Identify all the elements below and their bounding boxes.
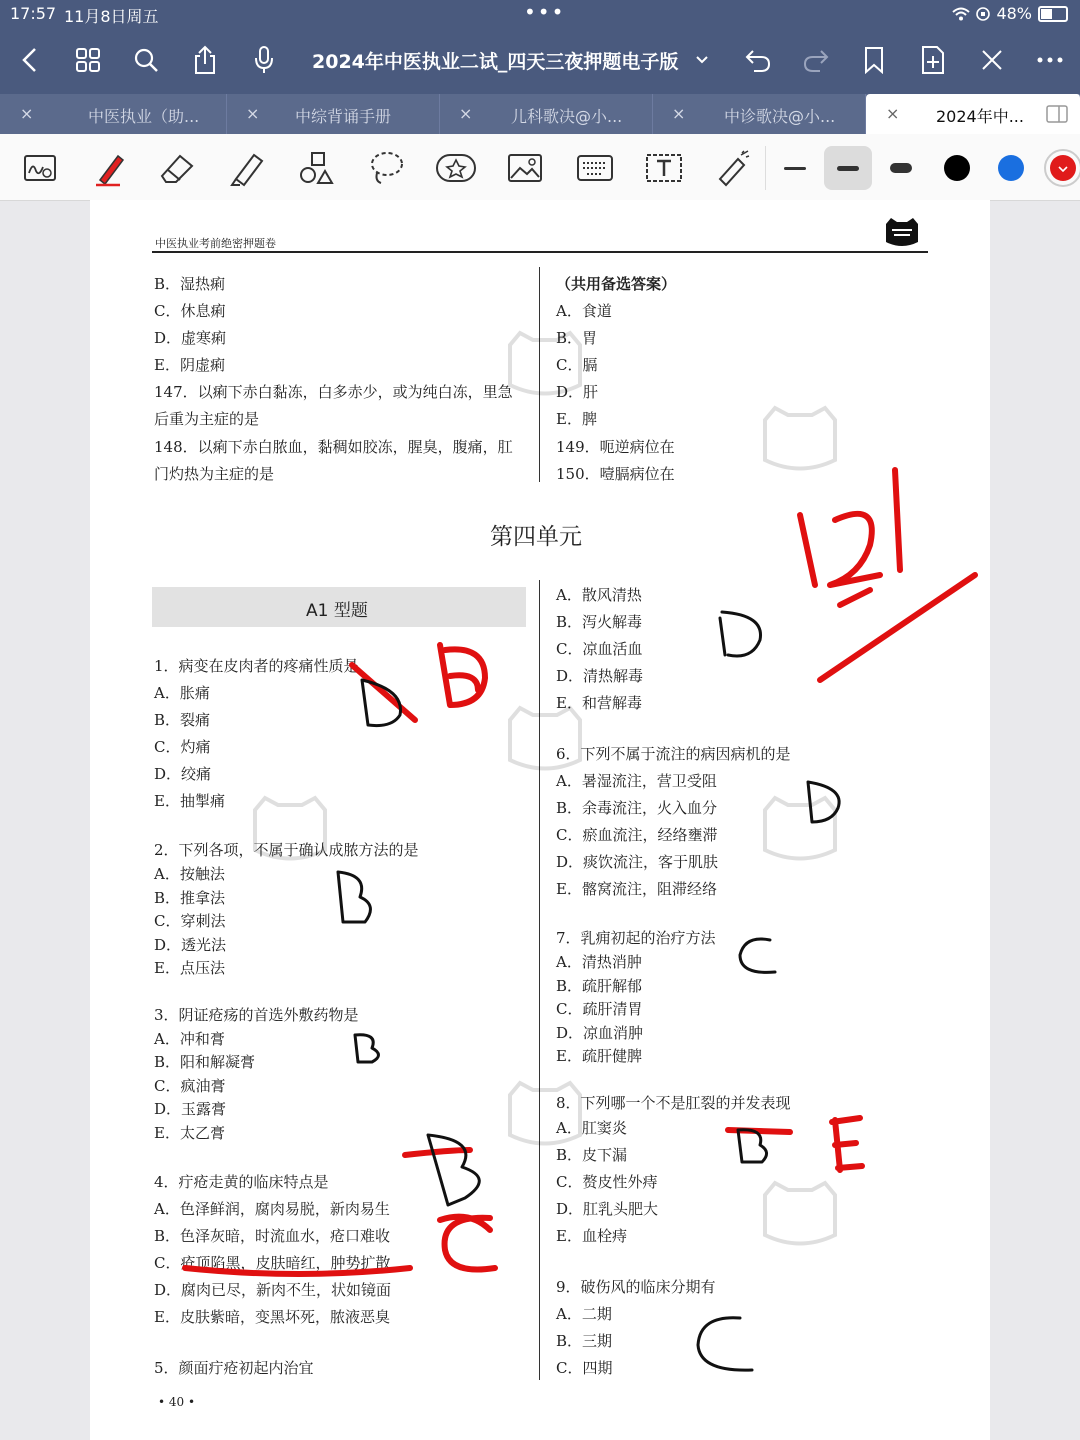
- color-swatch-blue[interactable]: [989, 146, 1033, 190]
- option-text: A．暑湿流注，营卫受阻: [556, 772, 717, 790]
- option-text: C．疯油膏: [154, 1077, 226, 1095]
- header-rule: [152, 251, 928, 253]
- question-text: 2．下列各项，不属于确认成脓方法的是: [154, 841, 419, 859]
- option-text: D．肛乳头肥大: [556, 1200, 659, 1218]
- question-text: 5．颜面疔疮初起内治宜: [154, 1359, 314, 1377]
- share-icon[interactable]: [187, 42, 223, 78]
- column-divider: [539, 580, 540, 1380]
- bookmark-icon[interactable]: [856, 42, 892, 78]
- eraser-icon[interactable]: [156, 146, 200, 190]
- annotation-toolbar: [0, 134, 1080, 201]
- option-text: C．瘀血流注，经络壅滞: [556, 826, 718, 844]
- lasso-icon[interactable]: [364, 146, 408, 190]
- stroke-thin-option[interactable]: [773, 146, 817, 190]
- question-text: 148．以痢下赤白脓血，黏稠如胶冻，腥臭，腹痛，肛: [154, 438, 513, 456]
- battery-percent: 48%: [996, 4, 1032, 23]
- option-text: A．散风清热: [556, 586, 642, 604]
- close-icon[interactable]: ×: [20, 104, 34, 123]
- question-text: 6．下列不属于流注的病因病机的是: [556, 745, 791, 763]
- option-text: B．阳和解凝膏: [154, 1053, 256, 1071]
- battery-icon: [1038, 6, 1068, 22]
- sticker-icon[interactable]: [434, 146, 478, 190]
- back-icon[interactable]: [12, 42, 48, 78]
- option-text: C．休息痢: [154, 302, 226, 320]
- question-text: 8．下列哪一个不是肛裂的并发表现: [556, 1094, 791, 1112]
- pen-icon[interactable]: [88, 146, 132, 190]
- option-text: C．凉血活血: [556, 640, 643, 658]
- tab-1[interactable]: [0, 94, 227, 134]
- option-text: E．血栓痔: [556, 1227, 627, 1245]
- more-icon[interactable]: [1032, 42, 1068, 78]
- question-text: 7．乳痈初起的治疗方法: [556, 929, 716, 947]
- option-text: B．色泽灰暗，时流血水，疮口难收: [154, 1227, 391, 1245]
- option-text: C．赘皮性外痔: [556, 1173, 658, 1191]
- option-text: D．虚寒痢: [154, 329, 227, 347]
- question-text: 门灼热为主症的是: [154, 465, 275, 483]
- color-swatch-red-selected[interactable]: [1041, 146, 1080, 190]
- laser-pointer-icon[interactable]: [711, 146, 755, 190]
- color-swatch-black[interactable]: [935, 146, 979, 190]
- watermark-icon: [505, 1080, 585, 1150]
- option-text: D．玉露膏: [154, 1100, 227, 1118]
- question-text: 147．以痢下赤白黏冻，白多赤少，或为纯白冻，里急: [154, 383, 513, 401]
- tab-4[interactable]: [652, 94, 866, 134]
- watermark-icon: [760, 795, 840, 865]
- shared-options-heading: （共用备选答案）: [556, 275, 677, 293]
- option-text: E．皮肤紫暗，变黑坏死，脓液恶臭: [154, 1308, 390, 1326]
- watermark-icon: [760, 405, 840, 475]
- status-time: 17:57: [10, 4, 57, 23]
- option-text: B．疏肝解郁: [556, 977, 643, 995]
- handwriting-zoom-icon[interactable]: [18, 146, 62, 190]
- tab-2[interactable]: [226, 94, 440, 134]
- close-icon[interactable]: ×: [246, 104, 260, 123]
- redo-icon[interactable]: [798, 42, 834, 78]
- wifi-icon: [952, 7, 970, 21]
- tab-3[interactable]: [439, 94, 653, 134]
- section-heading-box: [152, 587, 526, 627]
- orientation-lock-icon: [976, 7, 990, 21]
- option-text: C．疏肝清胃: [556, 1000, 643, 1018]
- page-header: 中医执业考前绝密押题卷: [155, 237, 276, 250]
- option-text: C．灼痛: [154, 738, 211, 756]
- option-text: E．太乙膏: [154, 1124, 225, 1142]
- option-text: A．肛窦炎: [556, 1119, 627, 1137]
- option-text: A．胀痛: [154, 684, 210, 702]
- option-text: C．穿刺法: [154, 912, 226, 930]
- option-text: E．疏肝健脾: [556, 1047, 642, 1065]
- option-text: C．膈: [556, 356, 598, 374]
- close-icon[interactable]: ×: [886, 104, 900, 123]
- option-text: B．三期: [556, 1332, 613, 1350]
- option-text: B．胃: [556, 329, 598, 347]
- question-text: 9．破伤风的临床分期有: [556, 1278, 716, 1296]
- option-text: D．清热解毒: [556, 667, 644, 685]
- page-number: • 40 •: [158, 1395, 196, 1409]
- multitask-dots[interactable]: •••: [524, 0, 566, 24]
- option-text: A．按触法: [154, 865, 225, 883]
- section-heading: A1 型题: [306, 601, 368, 621]
- option-text: B．皮下漏: [556, 1146, 628, 1164]
- app-toolbar: [0, 28, 1080, 94]
- question-text: 150．噎膈病位在: [556, 465, 675, 483]
- option-text: E．髂窝流注，阻滞经络: [556, 880, 717, 898]
- option-text: B．裂痛: [154, 711, 211, 729]
- status-bar: [0, 0, 1080, 28]
- option-text: E．阴虚痢: [154, 356, 225, 374]
- option-text: A．冲和膏: [154, 1030, 225, 1048]
- option-text: B．湿热痢: [154, 275, 226, 293]
- tab-label: 中综背诵手册: [295, 107, 392, 126]
- tab-5-active[interactable]: [866, 94, 1080, 134]
- option-text: C．疮顶陷黑，皮肤暗红，肿势扩散: [154, 1254, 391, 1272]
- keyboard-icon[interactable]: [573, 146, 617, 190]
- option-text: D．肝: [556, 383, 599, 401]
- option-text: E．脾: [556, 410, 597, 428]
- tab-label: 中诊歌决@小...: [724, 107, 836, 126]
- option-text: D．绞痛: [154, 765, 212, 783]
- split-view-icon[interactable]: [1046, 104, 1068, 124]
- search-icon[interactable]: [128, 42, 164, 78]
- option-text: D．腐肉已尽，新肉不生，状如镜面: [154, 1281, 392, 1299]
- option-text: B．余毒流注，火入血分: [556, 799, 718, 817]
- chevron-down-icon: [1058, 166, 1068, 172]
- option-text: B．泻火解毒: [556, 613, 643, 631]
- option-text: A．色泽鲜润，腐肉易脱，新肉易生: [154, 1200, 390, 1218]
- add-page-icon[interactable]: [915, 42, 951, 78]
- option-text: A．清热消肿: [556, 953, 642, 971]
- tab-label: 2024年中...: [936, 107, 1024, 126]
- watermark-icon: [760, 1180, 840, 1250]
- question-text: 4．疔疮走黄的临床特点是: [154, 1173, 329, 1191]
- question-text: 3．阴证疮疡的首选外敷药物是: [154, 1006, 359, 1024]
- document-title[interactable]: 2024年中医执业二试_四天三夜押题电子版: [312, 51, 679, 73]
- image-icon[interactable]: [503, 146, 547, 190]
- option-text: E．和营解毒: [556, 694, 642, 712]
- grid-view-icon[interactable]: [70, 42, 106, 78]
- question-text: 后重为主症的是: [154, 410, 260, 428]
- option-text: D．透光法: [154, 936, 227, 954]
- tab-label: 儿科歌决@小...: [511, 107, 623, 126]
- stroke-thick-option[interactable]: [879, 146, 923, 190]
- undo-icon[interactable]: [740, 42, 776, 78]
- close-tools-icon[interactable]: [974, 42, 1010, 78]
- close-icon[interactable]: ×: [672, 104, 686, 123]
- option-text: D．凉血消肿: [556, 1024, 644, 1042]
- tab-label: 中医执业（助...: [88, 107, 200, 126]
- watermark-icon: [505, 330, 585, 400]
- text-box-icon[interactable]: [642, 146, 686, 190]
- shapes-icon[interactable]: [295, 146, 339, 190]
- option-text: D．痰饮流注，客于肌肤: [556, 853, 719, 871]
- option-text: E．抽掣痛: [154, 792, 225, 810]
- option-text: A．食道: [556, 302, 612, 320]
- option-text: B．推拿法: [154, 889, 226, 907]
- option-text: C．四期: [556, 1359, 613, 1377]
- option-text: E．点压法: [154, 959, 225, 977]
- watermark-icon: [250, 795, 330, 865]
- status-date: 11月8日周五: [64, 7, 159, 26]
- question-text: 149．呃逆病位在: [556, 438, 675, 456]
- unit-title: 第四单元: [490, 524, 582, 550]
- watermark-icon: [505, 705, 585, 775]
- stroke-medium-option[interactable]: [824, 146, 872, 190]
- highlighter-icon[interactable]: [226, 146, 270, 190]
- tab-bar: [0, 94, 1080, 134]
- pdf-page[interactable]: [90, 200, 990, 1440]
- question-text: 1．病变在皮肉者的疼痛性质是: [154, 657, 359, 675]
- close-icon[interactable]: ×: [459, 104, 473, 123]
- microphone-icon[interactable]: [246, 42, 282, 78]
- chevron-down-icon[interactable]: [684, 42, 720, 78]
- publisher-logo-icon: [883, 216, 921, 248]
- option-text: A．二期: [556, 1305, 612, 1323]
